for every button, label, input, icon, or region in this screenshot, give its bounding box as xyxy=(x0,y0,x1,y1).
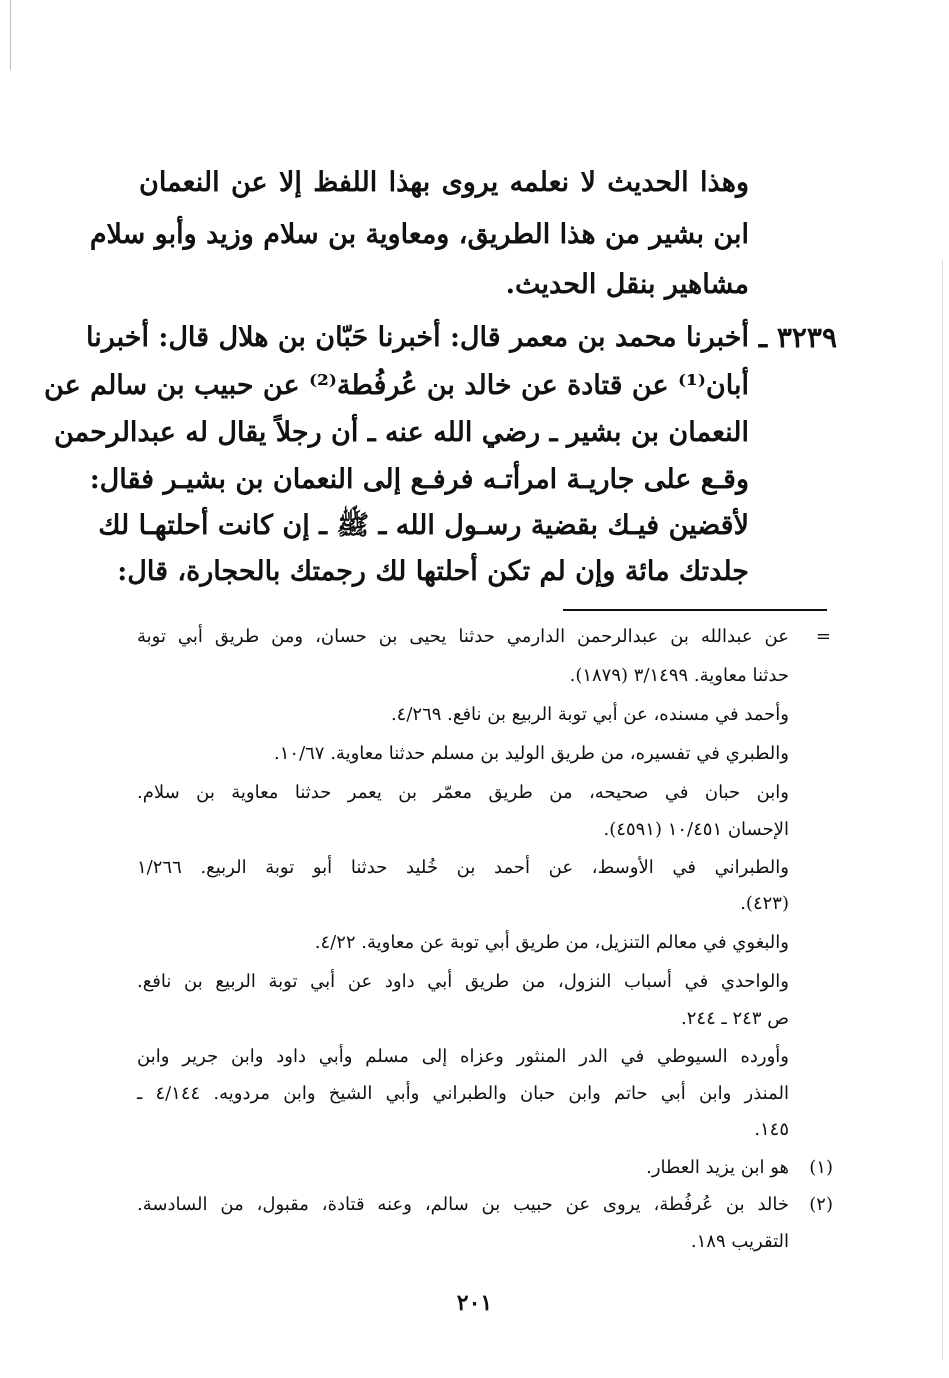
intro-line: مشاهير بنقل الحديث. xyxy=(505,269,749,300)
footnote-line: وأورده السيوطي في الدر المنثور وعزاه إلى مسلم وأبي داود وابن جرير وابن xyxy=(137,1046,789,1067)
footnote-line: المنذر وابن أبي حاتم وابن حبان والطبراني وأبي الشيخ وابن مردويه. ٤/١٤٤ ـ xyxy=(137,1083,789,1104)
page-number: ٢٠١ xyxy=(456,1290,493,1316)
footnote-line: وأحمد في مسنده، عن أبي توبة الربيع بن نافع. ٤/٢٦٩. xyxy=(390,704,789,725)
scan-edge-mark xyxy=(942,260,943,1360)
footnote-separator xyxy=(563,609,827,611)
footnote-line: الإحسان ١٠/٤٥١ (٤٥٩١). xyxy=(603,819,789,840)
footnote-number: (٢) xyxy=(809,1194,833,1215)
continuation-mark: = xyxy=(815,626,831,647)
footnote-line: عن عبدالله بن عبدالرحمن الدارمي حدثنا يحيى بن حسان، ومن طريق أبي توبة xyxy=(137,626,789,647)
footnote-line: هو ابن يزيد العطار. xyxy=(646,1157,789,1178)
footnote-line: ص ٢٤٣ ـ ٢٤٤. xyxy=(681,1008,789,1029)
footnote-line: خالد بن عُرفُطة، يروى عن حبيب بن سالم، وعنه قتادة، مقبول، من السادسة. xyxy=(137,1194,789,1215)
footnote-line: (٤٢٣). xyxy=(740,893,789,914)
footnote-line: والواحدي في أسباب النزول، من طريق أبي داود عن أبي توبة الربيع بن نافع. xyxy=(137,971,789,992)
hadith-line: أبان⁽¹⁾ عن قتادة عن خالد بن عُرفُطة⁽²⁾ عن حبيب بن سالم عن xyxy=(44,370,749,401)
hadith-line: النعمان بن بشير ـ رضي الله عنه ـ أن رجلاً يقال له عبدالرحمن xyxy=(53,417,749,448)
intro-line: وهذا الحديث لا نعلمه يروى بهذا اللفظ إلا عن النعمان xyxy=(139,167,749,198)
footnote-line: حدثنا معاوية. ٣/١٤٩٩ (١٨٧٩). xyxy=(569,665,789,686)
footnote-line: والطبراني في الأوسط، عن أحمد بن خُليد حدثنا أبو توبة الربيع. ١/٢٦٦ xyxy=(137,857,789,878)
footnote-line: التقريب ١٨٩. xyxy=(690,1231,789,1252)
footnote-line: وابن حبان في صحيحه، من طريق معمّر بن يعمر حدثنا معاوية بن سلام. xyxy=(137,782,789,803)
footnote-line: والطبري في تفسيره، من طريق الوليد بن مسلم حدثنا معاوية. ١٠/٦٧. xyxy=(274,743,789,764)
hadith-line: أخبرنا محمد بن معمر قال: أخبرنا حَبّان بن هلال قال: أخبرنا xyxy=(85,322,749,353)
footnote-line: ١٤٥. xyxy=(754,1119,789,1140)
intro-line: ابن بشير من هذا الطريق، ومعاوية بن سلام وزيد وأبو سلام xyxy=(89,219,749,250)
hadith-line: جلدتك مائة وإن لم تكن أحلتها لك رجمتك بالحجارة، قال: xyxy=(117,556,749,587)
hadith-line: لأقضين فيـك بقضية رسـول الله ـ ﷺ ـ إن كانت أحلتهـا لك xyxy=(98,510,749,541)
hadith-line: وقـع على جاريـة امرأتـه فرفـع إلى النعمان بن بشيـر فقال: xyxy=(89,464,749,495)
footnote-number: (١) xyxy=(809,1157,833,1178)
footnote-line: والبغوي في معالم التنزيل، من طريق أبي توبة عن معاوية. ٤/٢٢. xyxy=(314,932,789,953)
hadith-number: ٣٢٣٩ ـ xyxy=(758,321,837,354)
scan-edge-mark xyxy=(10,0,11,70)
